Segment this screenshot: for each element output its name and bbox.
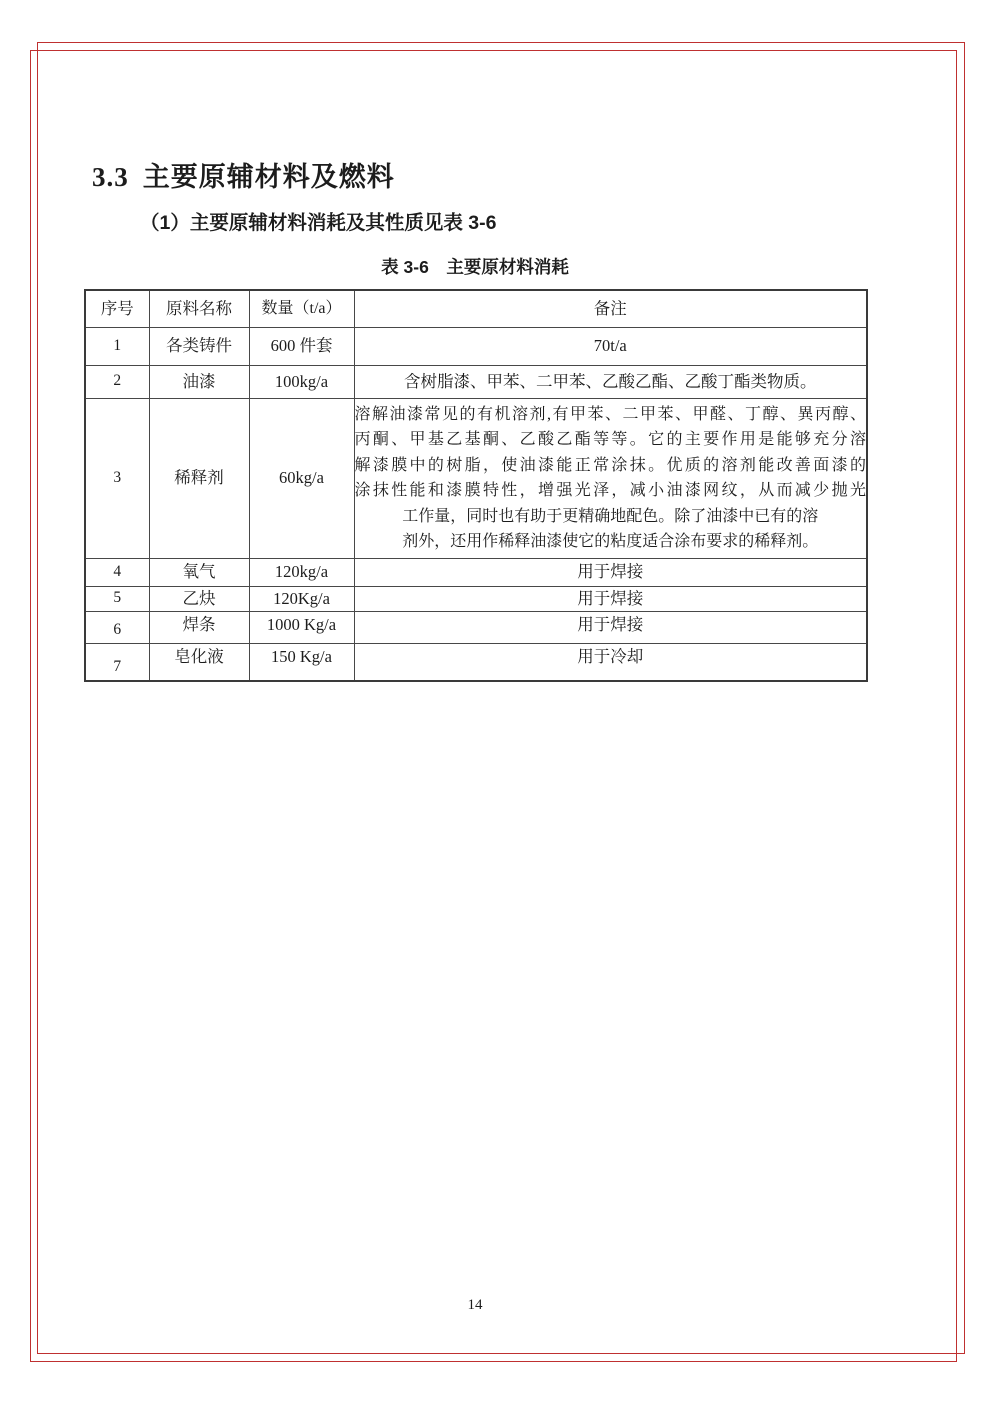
- cell-no: 1: [85, 327, 149, 365]
- remark-line: 剂外，还用作稀释油漆使它的粘度适合涂布要求的稀释剂。: [402, 533, 819, 550]
- cell-name: 焊条: [149, 611, 249, 643]
- cell-remark: 用于焊接: [354, 586, 867, 611]
- cell-remark: 含树脂漆、甲苯、二甲苯、乙酸乙酯、乙酸丁酯类物质。: [354, 365, 867, 398]
- cell-qty: 60kg/a: [249, 398, 354, 558]
- remark-line: 溶解油漆常见的有机溶剂,有甲苯、二甲苯、甲醛、丁醇、異丙醇、: [354, 405, 866, 423]
- page-border-inner: [30, 50, 957, 1362]
- cell-qty: 120Kg/a: [249, 586, 354, 611]
- cell-name: 氧气: [149, 558, 249, 586]
- cell-remark: [354, 398, 867, 558]
- cell-no: 5: [85, 586, 149, 611]
- cell-no: 7: [85, 643, 149, 681]
- cell-no: 3: [85, 398, 149, 558]
- table-row: [85, 327, 867, 365]
- cell-qty: 600 件套: [249, 327, 354, 365]
- section-title: 主要原辅材料及燃料: [142, 162, 395, 192]
- cell-no: 2: [85, 365, 149, 398]
- remark-line: 丙酮、甲基乙基酮、乙酸乙酯等等。它的主要作用是能够充分溶: [354, 431, 866, 448]
- cell-name: 乙炔: [149, 586, 249, 611]
- col-header-name: 原料名称: [149, 290, 249, 327]
- cell-remark: 用于焊接: [354, 558, 867, 586]
- section-number: 3.3: [92, 162, 129, 192]
- col-header-remark: 备注: [354, 290, 867, 327]
- cell-qty: 1000 Kg/a: [249, 611, 354, 643]
- page-border-outer: [37, 42, 965, 1354]
- cell-remark: 用于焊接: [354, 611, 867, 643]
- table-row: [85, 365, 867, 398]
- cell-name: 皂化液: [149, 643, 249, 681]
- cell-no: 6: [85, 611, 149, 643]
- table-row: [85, 558, 867, 586]
- remark-line: 工作量，同时也有助于更精确地配色。除了油漆中已有的溶: [402, 507, 819, 525]
- table-row: [85, 586, 867, 611]
- subsection-text: （1）主要原辅材料消耗及其性质见表 3-6: [140, 212, 497, 234]
- cell-no: 4: [85, 558, 149, 586]
- cell-remark: 用于冷却: [354, 643, 867, 681]
- cell-remark: 70t/a: [354, 327, 867, 365]
- remark-line: 涂抹性能和漆膜特性，增强光泽，减小油漆网纹，从而减少抛光: [354, 482, 866, 499]
- section-heading: [92, 155, 395, 194]
- remark-line: 解漆膜中的树脂，使油漆能正常涂抹。优质的溶剂能改善面漆的: [354, 456, 866, 474]
- table-row: [85, 398, 867, 558]
- col-header-no: 序号: [85, 290, 149, 327]
- cell-name: 稀释剂: [149, 398, 249, 558]
- cell-qty: 150 Kg/a: [249, 643, 354, 681]
- col-header-qty: 数量（t/a）: [249, 290, 354, 327]
- page-number: 14: [467, 1297, 483, 1313]
- table-row: [85, 611, 867, 643]
- cell-name: 各类铸件: [149, 327, 249, 365]
- table-header-row: [85, 290, 867, 327]
- cell-qty: 100kg/a: [249, 365, 354, 398]
- cell-qty: 120kg/a: [249, 558, 354, 586]
- table-caption: 表 3-6 主要原材料消耗: [381, 257, 569, 277]
- materials-table: [84, 289, 868, 682]
- table-row: [85, 643, 867, 681]
- cell-name: 油漆: [149, 365, 249, 398]
